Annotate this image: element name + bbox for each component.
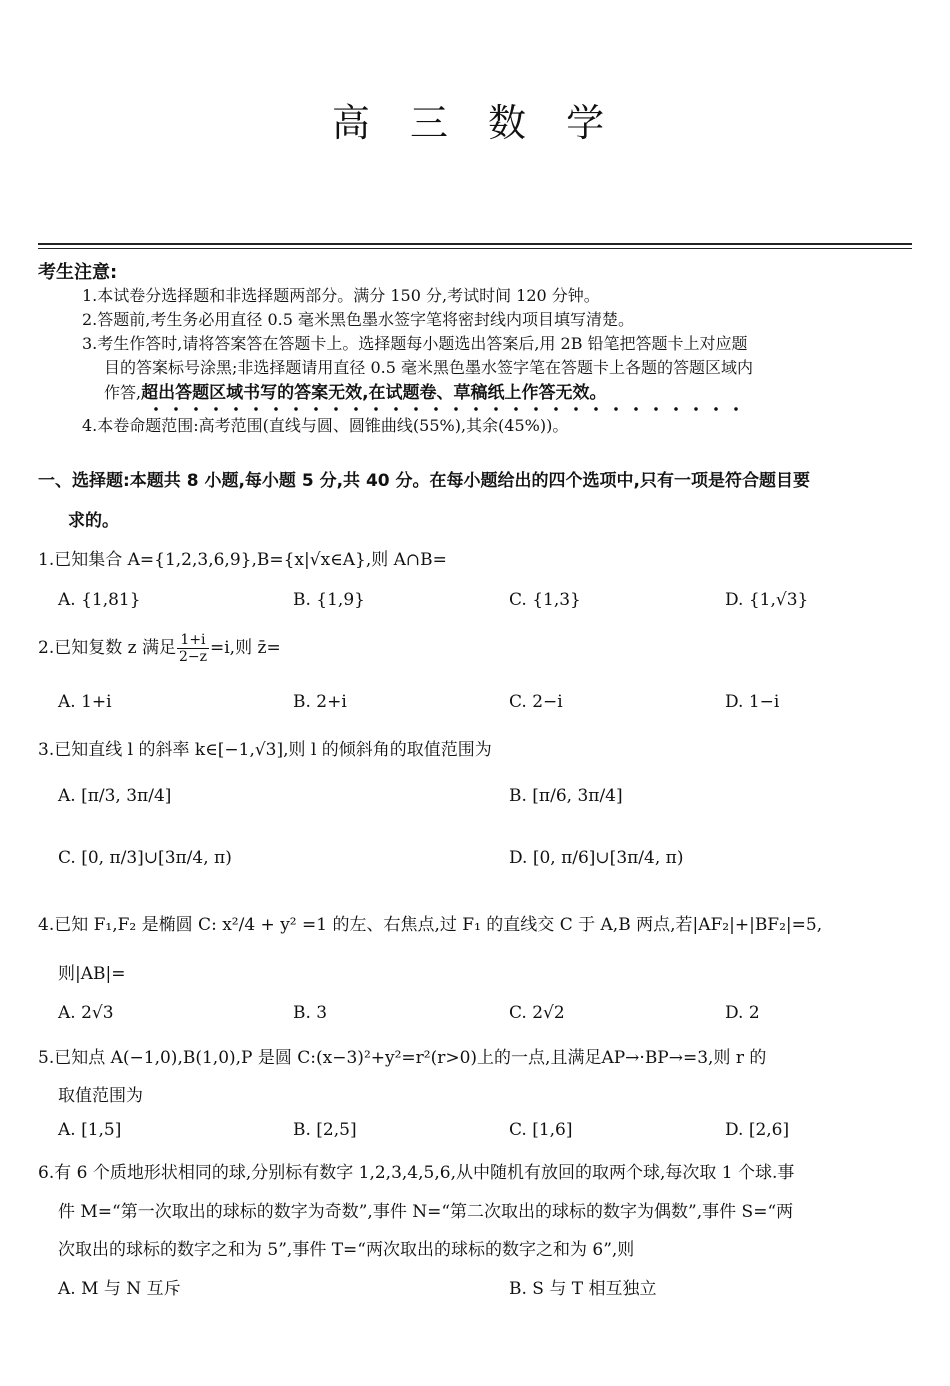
emphasis-dots: [146, 406, 746, 412]
question-1-option-d: D. {1,√3}: [725, 590, 809, 610]
question-4-stem-line-2: 则|AB|=: [58, 964, 126, 984]
question-3-stem: 3.已知直线 l 的斜率 k∈[−1,√3],则 l 的倾斜角的取值范围为: [38, 740, 492, 760]
question-6-option-a: A. M 与 N 互斥: [58, 1279, 181, 1299]
question-6-stem-line-2: 件 M=“第一次取出的球标的数字为奇数”,事件 N=“第二次取出的球标的数字为偶数”,事件 S=“两: [58, 1202, 794, 1222]
question-5-option-d: D. [2,6]: [725, 1120, 790, 1140]
question-2-option-c: C. 2−i: [509, 692, 563, 712]
header-rule-top: [38, 243, 912, 245]
question-5-option-c: C. [1,6]: [509, 1120, 573, 1140]
question-1-stem: 1.已知集合 A={1,2,3,6,9},B={x|√x∈A},则 A∩B=: [38, 550, 447, 570]
notice-item-4: 4.本卷命题范围:高考范围(直线与圆、圆锥曲线(55%),其余(45%))。: [82, 416, 569, 435]
question-2-stem: [38, 632, 916, 665]
notice-item-2: 2.答题前,考生务必用直径 0.5 毫米黑色墨水签字笔将密封线内项目填写清楚。: [82, 310, 634, 329]
question-3-option-d: D. [0, π/6]∪[3π/4, π): [509, 848, 684, 868]
question-3-option-c: C. [0, π/3]∪[3π/4, π): [58, 848, 232, 868]
question-5-option-b: B. [2,5]: [293, 1120, 357, 1140]
header-rule-bottom: [38, 248, 912, 249]
notice-item-3-line-2: 目的答案标号涂黑;非选择题请用直径 0.5 毫米黑色墨水签字笔在答题卡上各题的答题区域内: [104, 358, 754, 377]
question-6-option-b: B. S 与 T 相互独立: [509, 1279, 657, 1299]
question-2-option-b: B. 2+i: [293, 692, 347, 712]
question-6-stem-line-3: 次取出的球标的数字之和为 5”,事件 T=“两次取出的球标的数字之和为 6”,则: [58, 1240, 635, 1260]
section-1-heading-line-2: 求的。: [68, 511, 119, 531]
question-4-option-d: D. 2: [725, 1003, 760, 1023]
question-2-stem-end: =i,则 z̄=: [210, 638, 281, 658]
question-2-option-a: A. 1+i: [58, 692, 112, 712]
question-1-option-b: B. {1,9}: [293, 590, 365, 610]
question-2-stem-start: 2.已知复数 z 满足: [38, 638, 176, 658]
notice-heading: 考生注意:: [38, 262, 118, 283]
question-2-fraction: [177, 632, 209, 665]
question-3-option-b: B. [π/6, 3π/4]: [509, 786, 623, 806]
question-2-fraction-numerator: 1+i: [177, 632, 209, 649]
notice-item-3-line-3: [104, 381, 914, 405]
question-4-option-a: A. 2√3: [58, 1003, 114, 1023]
notice-item-3-line-1: 3.考生作答时,请将答案答在答题卡上。选择题每小题选出答案后,用 2B 铅笔把答题卡上对应题: [82, 334, 748, 353]
notice-item-3-plain: 作答,: [104, 383, 142, 402]
question-1-option-a: A. {1,81}: [58, 590, 141, 610]
question-4-option-b: B. 3: [293, 1003, 328, 1023]
notice-item-1: 1.本试卷分选择题和非选择题两部分。满分 150 分,考试时间 120 分钟。: [82, 286, 600, 305]
question-2-fraction-denominator: 2−z: [178, 649, 207, 665]
page-title: 高 三 数 学: [331, 101, 619, 145]
question-4-option-c: C. 2√2: [509, 1003, 565, 1023]
question-5-stem-line-2: 取值范围为: [58, 1086, 143, 1106]
section-1-heading-line-1: 一、选择题:本题共 8 小题,每小题 5 分,共 40 分。在每小题给出的四个选项中,只有一项是符合题目要: [38, 471, 810, 491]
question-4-stem-line-1: 4.已知 F₁,F₂ 是椭圆 C: x²/4 + y² =1 的左、右焦点,过 F₁ 的直线交 C 于 A,B 两点,若|AF₂|+|BF₂|=5,: [38, 915, 823, 935]
question-3-option-a: A. [π/3, 3π/4]: [58, 786, 172, 806]
question-2-option-d: D. 1−i: [725, 692, 780, 712]
question-5-option-a: A. [1,5]: [58, 1120, 122, 1140]
notice-item-3-emphasis: 超出答题区域书写的答案无效,在试题卷、草稿纸上作答无效。: [141, 383, 607, 403]
question-5-stem-line-1: 5.已知点 A(−1,0),B(1,0),P 是圆 C:(x−3)²+y²=r²(r>0)上的一点,且满足AP→·BP→=3,则 r 的: [38, 1048, 767, 1068]
question-6-stem-line-1: 6.有 6 个质地形状相同的球,分别标有数字 1,2,3,4,5,6,从中随机有放回的取两个球,每次取 1 个球.事: [38, 1163, 795, 1183]
question-1-option-c: C. {1,3}: [509, 590, 581, 610]
